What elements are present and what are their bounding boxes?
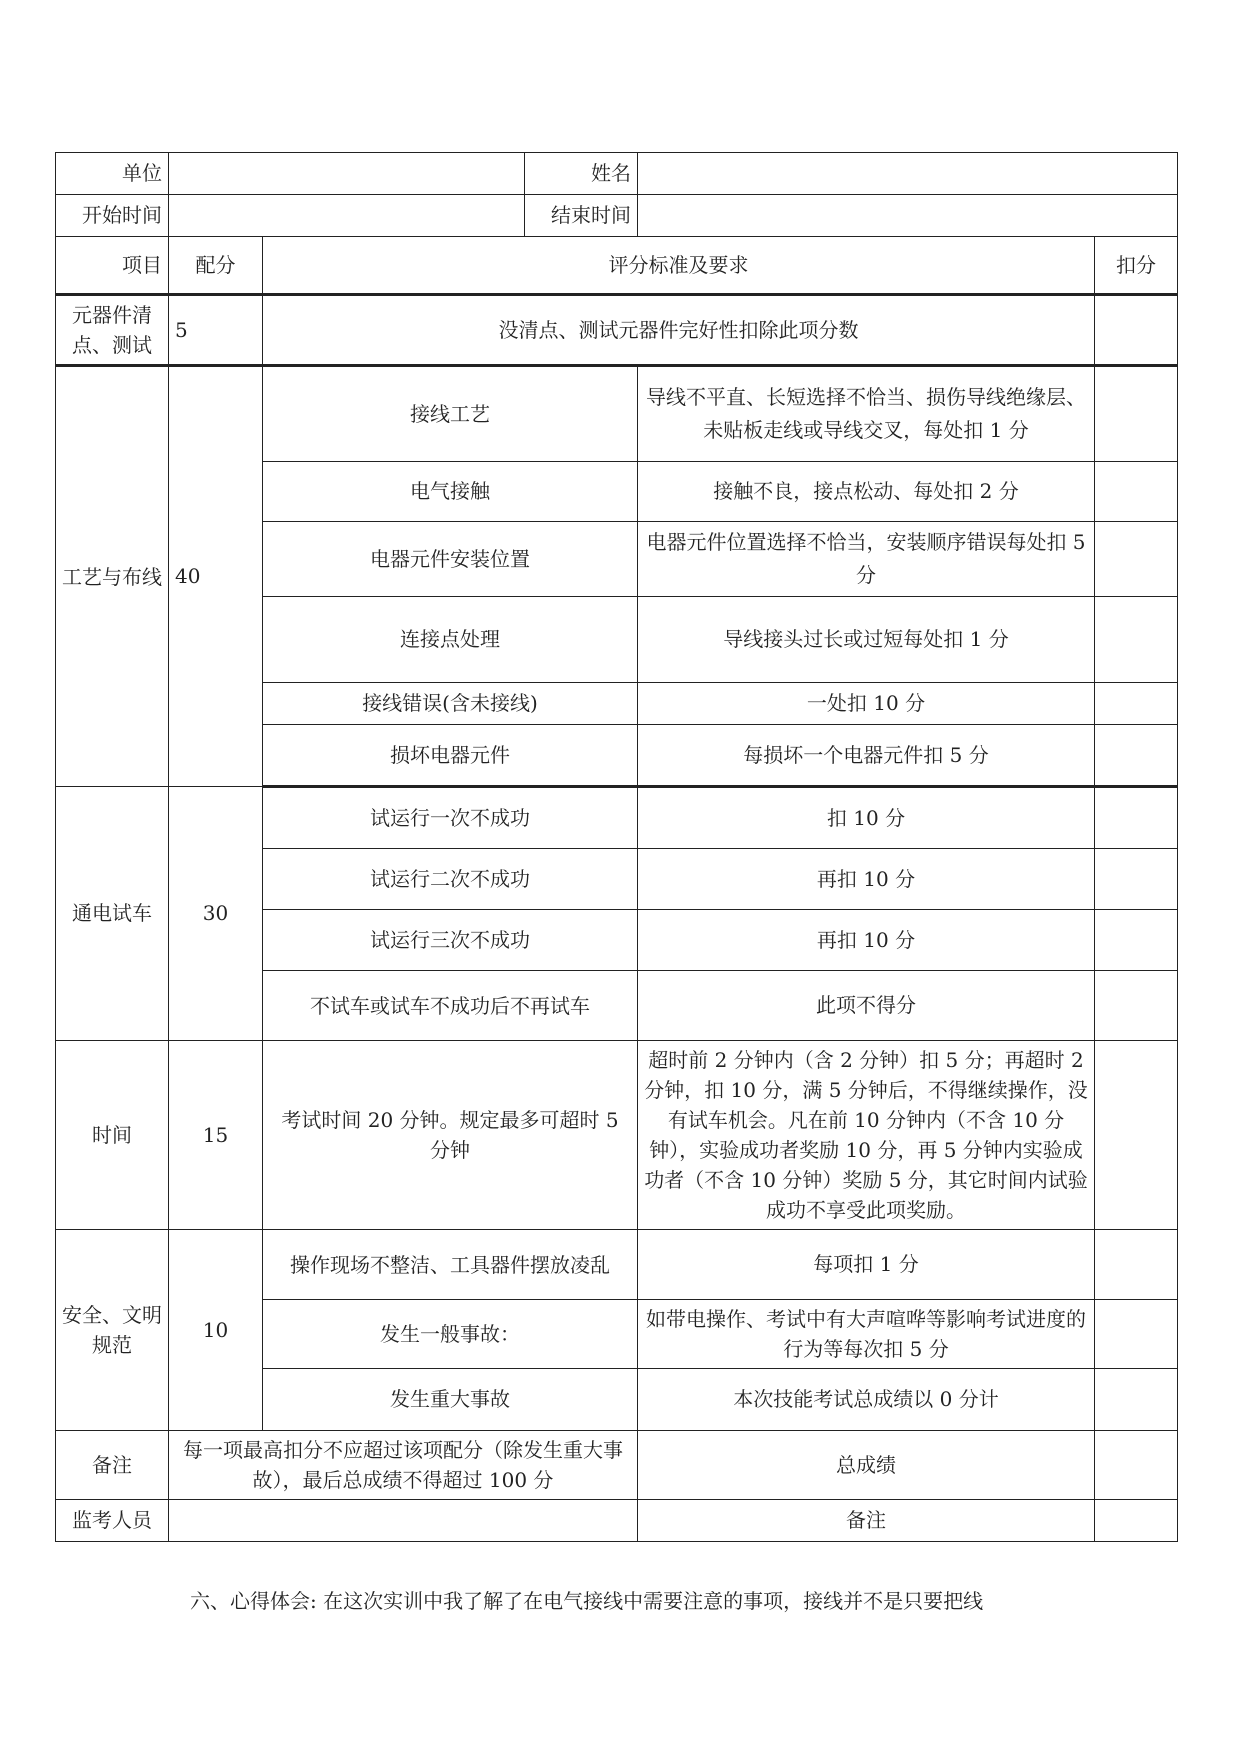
sub-item: 接线工艺 [263, 366, 638, 462]
criteria-text: 接触不良，接点松动、每处扣 2 分 [638, 462, 1095, 522]
criteria-text: 每项扣 1 分 [638, 1230, 1095, 1300]
total-score-label: 总成绩 [638, 1431, 1095, 1500]
criteria-text: 扣 10 分 [638, 787, 1095, 849]
sub-item: 电器元件安装位置 [263, 522, 638, 597]
deduction-cell[interactable] [1095, 295, 1178, 366]
column-header-deduction: 扣分 [1095, 237, 1178, 295]
deduction-cell[interactable] [1095, 597, 1178, 683]
item-safety: 安全、文明规范 [56, 1230, 169, 1431]
deduction-cell[interactable] [1095, 849, 1178, 910]
criteria-text: 此项不得分 [638, 971, 1095, 1041]
sub-item: 发生重大事故 [263, 1369, 638, 1431]
sub-item: 考试时间 20 分钟。规定最多可超时 5 分钟 [263, 1041, 638, 1230]
deduction-cell[interactable] [1095, 787, 1178, 849]
sub-item: 连接点处理 [263, 597, 638, 683]
name-label: 姓名 [525, 153, 638, 195]
remark-text: 每一项最高扣分不应超过该项配分（除发生重大事故），最后总成绩不得超过 100 分 [169, 1431, 638, 1500]
deduction-cell[interactable] [1095, 462, 1178, 522]
proctor-field[interactable] [169, 1500, 638, 1542]
proctor-label: 监考人员 [56, 1500, 169, 1542]
deduction-cell[interactable] [1095, 725, 1178, 787]
criteria-text: 再扣 10 分 [638, 849, 1095, 910]
total-score-field[interactable] [1095, 1431, 1178, 1500]
sub-item: 操作现场不整洁、工具器件摆放凌乱 [263, 1230, 638, 1300]
deduction-cell[interactable] [1095, 683, 1178, 725]
criteria-text: 每损坏一个电器元件扣 5 分 [638, 725, 1095, 787]
deduction-cell[interactable] [1095, 971, 1178, 1041]
sub-item: 发生一般事故： [263, 1300, 638, 1369]
start-time-field[interactable] [169, 195, 525, 237]
sub-item: 电气接触 [263, 462, 638, 522]
points-time: 15 [169, 1041, 263, 1230]
points-safety: 10 [169, 1230, 263, 1431]
unit-field[interactable] [169, 153, 525, 195]
item-component-check: 元器件清点、测试 [56, 295, 169, 366]
deduction-cell[interactable] [1095, 1041, 1178, 1230]
column-header-item: 项目 [56, 237, 169, 295]
remark-label: 备注 [56, 1431, 169, 1500]
points-component-check: 5 [169, 295, 263, 366]
sub-item: 试运行三次不成功 [263, 910, 638, 971]
criteria-text: 电器元件位置选择不恰当，安装顺序错误每处扣 5 分 [638, 522, 1095, 597]
sub-item: 试运行一次不成功 [263, 787, 638, 849]
points-craft-wiring: 40 [169, 366, 263, 787]
sub-item: 不试车或试车不成功后不再试车 [263, 971, 638, 1041]
start-time-label: 开始时间 [56, 195, 169, 237]
end-time-label: 结束时间 [525, 195, 638, 237]
deduction-cell[interactable] [1095, 522, 1178, 597]
deduction-cell[interactable] [1095, 1300, 1178, 1369]
points-power-trial: 30 [169, 787, 263, 1041]
remark2-field[interactable] [1095, 1500, 1178, 1542]
deduction-cell[interactable] [1095, 910, 1178, 971]
end-time-field[interactable] [638, 195, 1178, 237]
criteria-text: 如带电操作、考试中有大声喧哗等影响考试进度的行为等每次扣 5 分 [638, 1300, 1095, 1369]
sub-item: 接线错误(含未接线) [263, 683, 638, 725]
sub-item: 损坏电器元件 [263, 725, 638, 787]
unit-label: 单位 [56, 153, 169, 195]
item-craft-wiring: 工艺与布线 [56, 366, 169, 787]
grading-table [55, 152, 1178, 1542]
sub-item: 试运行二次不成功 [263, 849, 638, 910]
criteria-text: 导线接头过长或过短每处扣 1 分 [638, 597, 1095, 683]
column-header-criteria: 评分标准及要求 [263, 237, 1095, 295]
remark2-label: 备注 [638, 1500, 1095, 1542]
deduction-cell[interactable] [1095, 366, 1178, 462]
reflection-paragraph: 六、心得体会: 在这次实训中我了解了在电气接线中需要注意的事项，接线并不是只要把线 [190, 1589, 984, 1613]
column-header-points: 配分 [169, 237, 263, 295]
name-field[interactable] [638, 153, 1178, 195]
criteria-text: 超时前 2 分钟内（含 2 分钟）扣 5 分；再超时 2 分钟，扣 10 分，满 5 分钟后，不得继续操作，没有试车机会。凡在前 10 分钟内（不含 10 分钟），实验成功者奖励 10 分，再 5 分钟内实验成功者（不含 10 分钟）奖励 5 分，其它时间内试验成功不享受此项奖励。 [638, 1041, 1095, 1230]
deduction-cell[interactable] [1095, 1230, 1178, 1300]
deduction-cell[interactable] [1095, 1369, 1178, 1431]
criteria-text: 导线不平直、长短选择不恰当、损伤导线绝缘层、未贴板走线或导线交叉，每处扣 1 分 [638, 366, 1095, 462]
item-power-trial: 通电试车 [56, 787, 169, 1041]
item-time: 时间 [56, 1041, 169, 1230]
criteria-text: 本次技能考试总成绩以 0 分计 [638, 1369, 1095, 1431]
criteria-component-check: 没清点、测试元器件完好性扣除此项分数 [263, 295, 1095, 366]
criteria-text: 一处扣 10 分 [638, 683, 1095, 725]
criteria-text: 再扣 10 分 [638, 910, 1095, 971]
